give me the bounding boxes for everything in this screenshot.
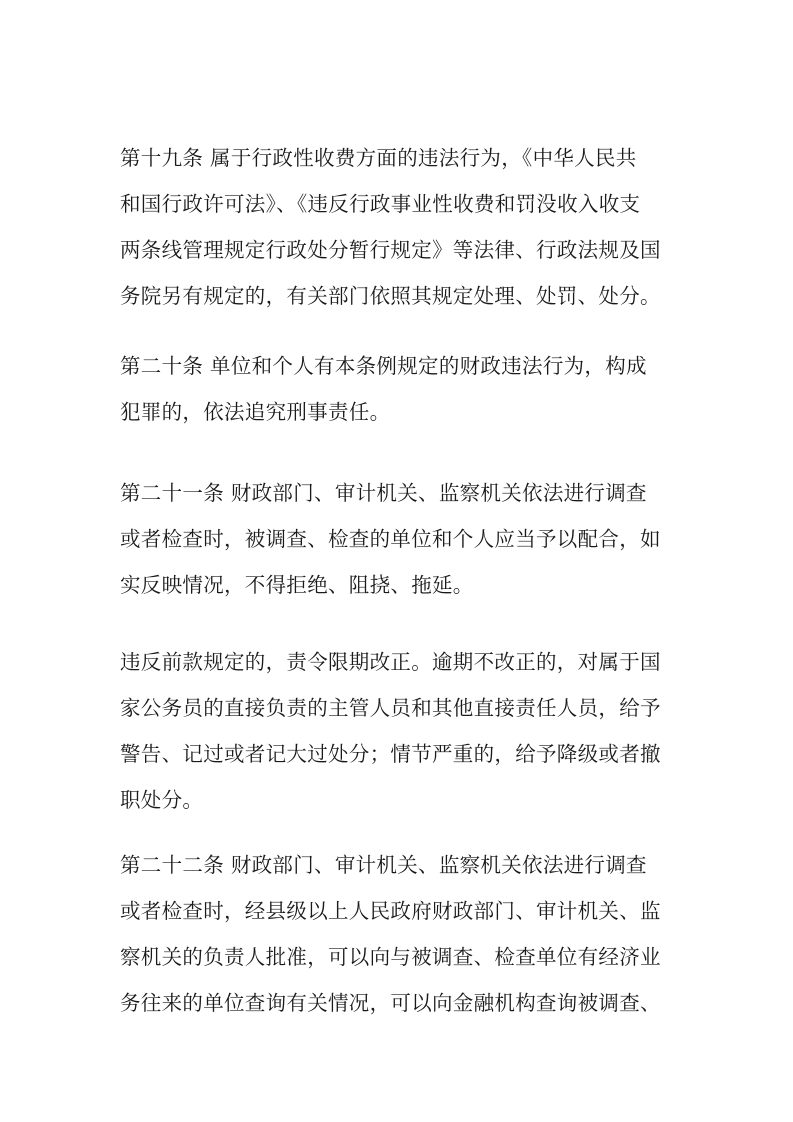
paragraph-line: 务院另有规定的，有关部门依照其规定处理、处罚、处分。 <box>120 284 661 308</box>
paragraph-line: 第二十一条 财政部门、审计机关、监察机关依法进行调查 <box>120 481 647 505</box>
paragraph-line: 实反映情况，不得拒绝、阻挠、拖延。 <box>120 573 474 597</box>
paragraph-line: 和国行政许可法》、《违反行政事业性收费和罚没收入收支 <box>120 192 641 216</box>
paragraph-line: 或者检查时，被调查、检查的单位和个人应当予以配合，如 <box>120 527 661 551</box>
paragraph-line: 察机关的负责人批准，可以向与被调查、检查单位有经济业 <box>120 945 661 969</box>
paragraph-line: 或者检查时，经县级以上人民政府财政部门、审计机关、监 <box>120 899 661 923</box>
paragraph-line: 违反前款规定的，责令限期改正。逾期不改正的，对属于国 <box>120 650 661 674</box>
paragraph-line: 第二十条 单位和个人有本条例规定的财政违法行为，构成 <box>120 354 647 378</box>
paragraph-line: 警告、记过或者记大过处分；情节严重的，给予降级或者撤 <box>120 742 661 766</box>
paragraph-line: 犯罪的，依法追究刑事责任。 <box>120 400 391 424</box>
paragraph-line: 第二十二条 财政部门、审计机关、监察机关依法进行调查 <box>120 853 647 877</box>
paragraph-line: 第十九条 属于行政性收费方面的违法行为，《中华人民共 <box>120 146 637 170</box>
paragraph-line: 两条线管理规定行政处分暂行规定》等法律、行政法规及国 <box>120 238 661 262</box>
paragraph-line: 职处分。 <box>120 788 204 812</box>
paragraph-line: 家公务员的直接负责的主管人员和其他直接责任人员，给予 <box>120 696 661 720</box>
paragraph-line: 务往来的单位查询有关情况，可以向金融机构查询被调查、 <box>120 991 661 1015</box>
